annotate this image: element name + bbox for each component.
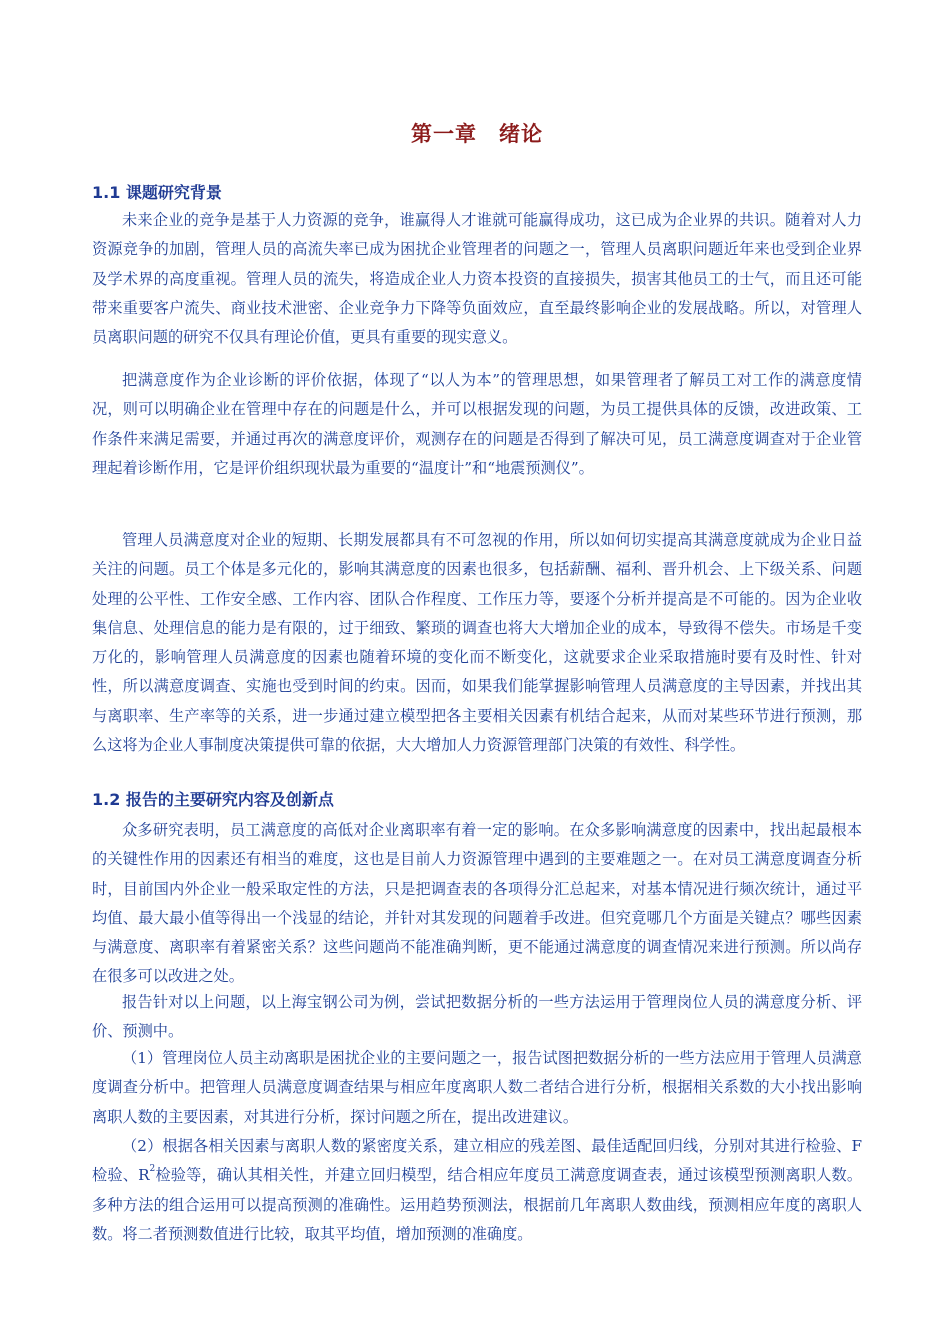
section-heading-1-1: 1.1 课题研究背景 bbox=[92, 183, 222, 202]
paragraph: （1）管理岗位人员主动离职是困扰企业的主要问题之一，报告试图把数据分析的一些方法应用于管理人员满意度调查分析中。把管理人员满意度调查结果与相应年度离职人数二者结合进行分析，根据相关系数的大小找出影响离职人数的主要因素，对其进行分析，探讨问题之所在，提出改进建议。 bbox=[92, 1049, 862, 1126]
paragraph: 把满意度作为企业诊断的评价依据，体现了“以人为本”的管理思想，如果管理者了解员工对工作的满意度情况，则可以明确企业在管理中存在的问题是什么，并可以根据发现的问题，为员工提供具体的反馈，改进政策、工作条件来满足需要，并通过再次的满意度评价，观测存在的问题是否得到了解决可见，员工满意度调查对于企业管理起着诊断作用，它是评价组织现状最为重要的“温度计”和“地震预测仪”。 bbox=[92, 371, 862, 477]
paragraph-text: 检验等，确认其相关性，并建立回归模型，结合相应年度员工满意度调查表，通过该模型预测离职人数。多种方法的组合运用可以提高预测的准确性。运用趋势预测法，根据前几年离职人数曲线，预测相应年度的离职人数。将二者预测数值进行比较，取其平均值，增加预测的准确度。 bbox=[92, 1166, 863, 1243]
paragraph: 报告针对以上问题，以上海宝钢公司为例，尝试把数据分析的一些方法运用于管理岗位人员的满意度分析、评价、预测中。 bbox=[92, 993, 862, 1041]
superscript: 2 bbox=[149, 1164, 156, 1175]
paragraph: 众多研究表明，员工满意度的高低对企业离职率有着一定的影响。在众多影响满意度的因素中，找出起最根本的关键性作用的因素还有相当的难度，这也是目前人力资源管理中遇到的主要难题之一。在对员工满意度调查分析时，目前国内外企业一般采取定性的方法，只是把调查表的各项得分汇总起来，对基本情况进行频次统计，通过平均值、最大最小值等得出一个浅显的结论，并针对其发现的问题着手改进。但究竟哪几个方面是关键点？哪些因素与满意度、离职率有着紧密关系？这些问题尚不能准确判断，更不能通过满意度的调查情况来进行预测。所以尚存在很多可以改进之处。 bbox=[92, 821, 862, 986]
paragraph: 未来企业的竞争是基于人力资源的竞争，谁赢得人才谁就可能赢得成功，这已成为企业界的共识。随着对人力资源竞争的加剧，管理人员的高流失率已成为困扰企业管理者的问题之一，管理人员离职问题近年来也受到企业界及学术界的高度重视。管理人员的流失，将造成企业人力资本投资的直接损失，损害其他员工的士气，而且还可能带来重要客户流失、商业技术泄密、企业竞争力下降等负面效应，直至最终影响企业的发展战略。所以，对管理人员离职问题的研究不仅具有理论价值，更具有重要的现实意义。 bbox=[92, 211, 862, 347]
paragraph-text: （2）根据各相关因素与离职人数的紧密度关系，建立相应的残差图、最佳适配回归线，分别对其进行检验、F检验、R bbox=[92, 1137, 862, 1185]
chapter-title: 第一章 绪论 bbox=[411, 122, 543, 146]
paragraph-r2 bbox=[92, 1132, 862, 1249]
paragraph: 管理人员满意度对企业的短期、长期发展都具有不可忽视的作用，所以如何切实提高其满意度就成为企业日益关注的问题。员工个体是多元化的，影响其满意度的因素也很多，包括薪酬、福利、晋升机会、上下级关系、问题处理的公平性、工作安全感、工作内容、团队合作程度、工作压力等，要逐个分析并提高是不可能的。因为企业收集信息、处理信息的能力是有限的，过于细致、繁琐的调查也将大大增加企业的成本，导致得不偿失。市场是千变万化的，影响管理人员满意度的因素也随着环境的变化而不断变化，这就要求企业采取措施时要有及时性、针对性，所以满意度调查、实施也受到时间的约束。因而，如果我们能掌握影响管理人员满意度的主导因素，并找出其与离职率、生产率等的关系，进一步通过建立模型把各主要相关因素有机结合起来，从而对某些环节进行预测，那么这将为企业人事制度决策提供可靠的依据，大大增加人力资源管理部门决策的有效性、科学性。 bbox=[92, 531, 862, 755]
section-heading-1-2: 1.2 报告的主要研究内容及创新点 bbox=[92, 790, 334, 809]
